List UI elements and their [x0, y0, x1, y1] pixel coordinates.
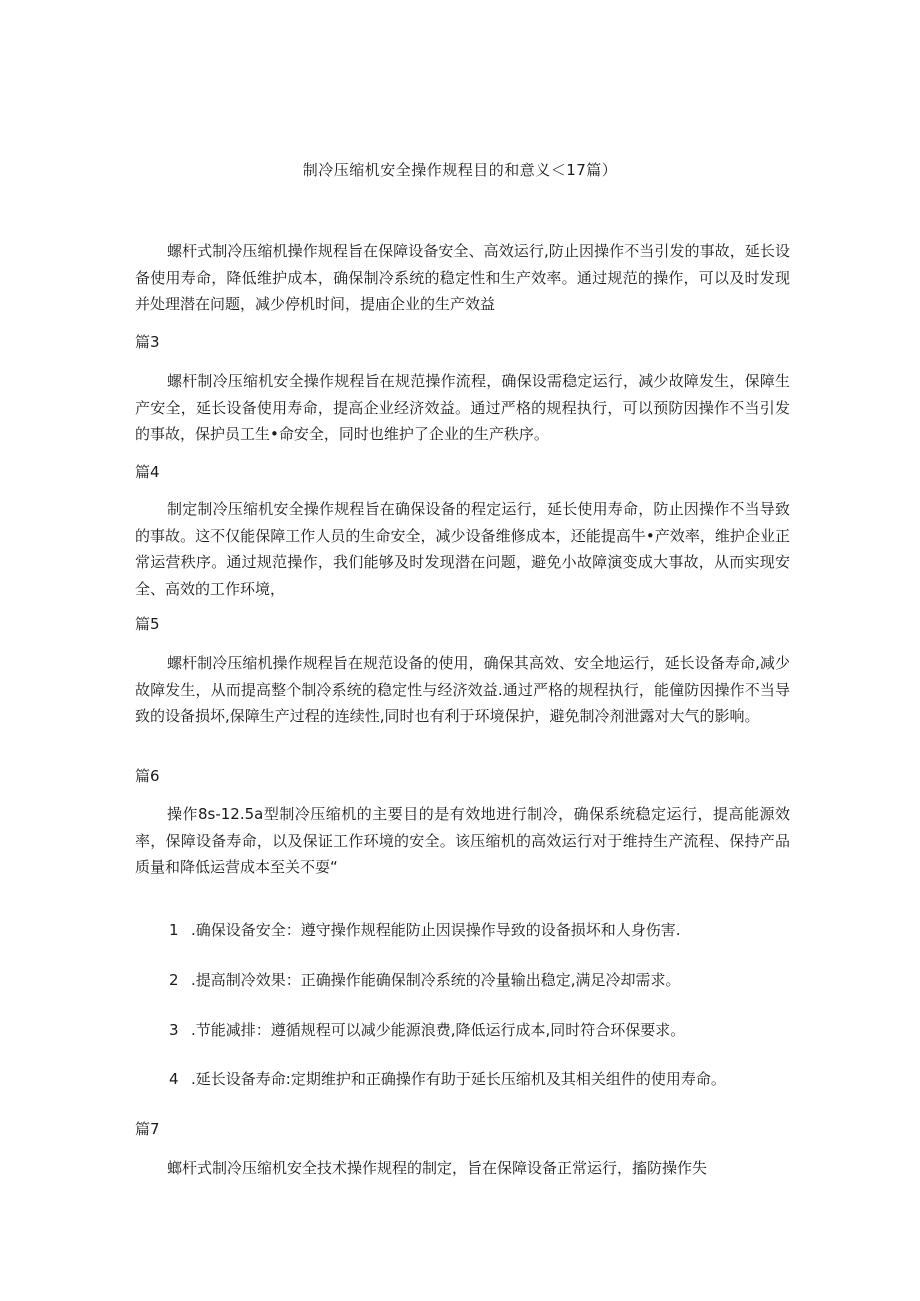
section-heading-7: 篇7: [135, 1120, 160, 1138]
list-item-text: .确保设备安全：遵守操作规程能防止因误操作导致的设备损坏和人身伤害.: [191, 921, 681, 939]
list-item-text: .延长设备寿命:定期维护和正确操作有助于延长压缩机及其相关组件的使用寿命。: [191, 1070, 726, 1088]
list-item: [169, 1018, 685, 1042]
list-item: [169, 968, 681, 992]
list-item: [169, 1067, 726, 1091]
section-paragraph-4: 制定制冷压缩机安全操作规程旨在确保设备的程定运行，延长使用寿命，防止因操作不当导致的事故。这不仅能保障工作人员的生命安全，减少设备维修成本，还能提高牛•产效率，维护企业正常运营秩序。通过规范操作，我们能够及时发现潜在问题，避免小故障演变成大事故，从而实现安全、高效的工作环境，: [135, 500, 790, 598]
list-item-number: 1: [169, 921, 179, 939]
document-title: 制冷压缩机安全操作规程目的和意义＜17篇）: [302, 161, 618, 179]
section-heading-5: 篇5: [135, 615, 160, 633]
list-item-number: 2: [169, 971, 179, 989]
section-paragraph-6: 操作8s-12.5a型制冷压缩机的主要目的是有效地进行制冷，确保系统稳定运行，提高能源效率，保障设备寿命，以及保证工作环境的安全。该压缩机的高效运行对于维持生产流程、保持产品质量和降低运营成本至关不耍“: [135, 805, 790, 876]
section-paragraph-7: 螂杆式制冷压缩机安全技术操作规程的制定，旨在保障设备正常运行，搐防操作失: [167, 1159, 708, 1177]
list-item: [169, 918, 681, 942]
list-item-text: .提高制冷效果：正确操作能确保制冷系统的冷量输出稳定,满足冷却需求。: [191, 971, 681, 989]
section-heading-4: 篇4: [135, 463, 160, 481]
section-heading-3: 篇3: [135, 333, 160, 351]
intro-paragraph: 螺杆式制冷压缩机操作规程旨在保障设备安全、高效运行,防止因操作不当引发的事故，延长设备使用寿命，降低维护成本，确保制冷系统的稳定性和生产效率。通过规范的操作，可以及时发现并处理潜在问题，减少停机时间，提庙企业的生产效益: [135, 242, 790, 313]
section-paragraph-3: 螺杆制冷压缩机安全操作规程旨在规范操作流程，确保设需稳定运行，减少故障发生，保障生产安全，延长设备使用寿命，提高企业经济效益。通过严格的规程执行，可以预防因操作不当引发的事故，保护员工生•命安全，同时也维护了企业的生产秩序。: [135, 372, 790, 443]
list-item-number: 3: [169, 1021, 179, 1039]
section-paragraph-5: 螺杆制冷压缩机操作规程旨在规范设备的使用，确保其高效、安全地运行，延长设备寿命,减少故障发生，从而提高整个制冷系统的稳定性与经济效益.通过严格的规程执行，能僮防因操作不当导致的设备损坏,保障生产过程的连续性,同时也有利于环境保护，避免制冷剂泄露对大气的影响。: [135, 654, 790, 725]
list-item-text: .节能减排：遵循规程可以减少能源浪费,降低运行成本,同时符合环保要求。: [191, 1021, 686, 1039]
section-heading-6: 篇6: [135, 767, 160, 785]
list-item-number: 4: [169, 1070, 179, 1088]
